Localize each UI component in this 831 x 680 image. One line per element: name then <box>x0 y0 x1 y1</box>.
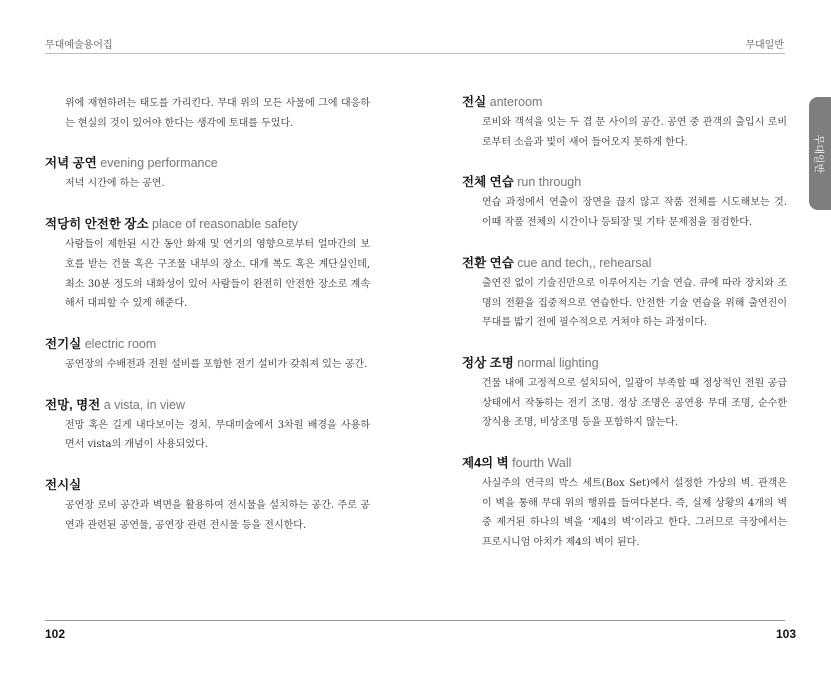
entry-definition: 저녁 시간에 하는 공연. <box>65 178 165 190</box>
term-english: place of reasonable safety <box>152 217 298 232</box>
entry-definition: 공연장 로비 공간과 벽면을 활용하여 전시물을 설치하는 공간. 주로 공연과 관련된 공연물, 공연장 관련 전시물 등을 전시한다. <box>65 500 370 531</box>
term-english: electric room <box>84 336 157 351</box>
term-korean: 전기실 <box>45 336 82 351</box>
term-korean: 제4의 벽 <box>462 456 509 471</box>
glossary-entry <box>462 94 787 152</box>
glossary-entry <box>462 455 787 553</box>
entry-term <box>45 336 370 352</box>
term-english: a vista, in view <box>103 397 186 412</box>
header-rule <box>45 53 785 54</box>
glossary-entry <box>462 174 787 232</box>
entry-definition: 건물 내에 고정적으로 설치되어, 일광이 부족할 때 정상적인 전원 공급 상태에서 작동하는 전기 조명. 정상 조명은 공연용 무대 조명, 순수한 장식용 조명, 비상조명 등을 포함하지 않는다. <box>482 377 787 429</box>
page-number-left: 102 <box>45 627 66 641</box>
term-korean: 전환 연습 <box>462 255 514 270</box>
left-column <box>45 94 370 557</box>
entry-definition: 로비와 객석을 잇는 두 겹 문 사이의 공간. 공연 중 관객의 출입시 로비로부터 소음과 빛이 새어 들어오지 못하게 한다. <box>482 117 787 148</box>
continuation-entry <box>45 94 370 133</box>
term-korean: 전체 연습 <box>462 175 514 190</box>
term-english: evening performance <box>100 156 218 171</box>
entry-term <box>462 455 787 471</box>
entry-term <box>462 94 787 110</box>
entry-term <box>45 477 370 493</box>
glossary-entry <box>45 397 370 455</box>
running-header-left: 무대예술용어집 <box>45 40 113 51</box>
term-korean: 적당히 안전한 장소 <box>45 217 149 232</box>
entry-term <box>45 397 370 413</box>
glossary-entry <box>45 336 370 375</box>
term-english: anteroom <box>489 95 543 109</box>
entry-term <box>462 355 787 371</box>
entry-definition: 연습 과정에서 연출이 장면을 끊지 않고 작품 전체를 시도해보는 것. 이때 작품 전체의 시간이나 등퇴장 및 기타 문제점을 점검한다. <box>482 197 787 229</box>
section-tab-label: 무대일반 <box>812 134 824 173</box>
entry-definition: 사람들이 제한된 시간 동안 화재 및 연기의 영향으로부터 얼마간의 보호를 받는 건물 혹은 구조물 내부의 장소. 대개 복도 혹은 계단실인데, 최소 30분 정도의 내화성이 있어 사람들이 완전히 안전한 장소로 계속해서 대피할 수 있게 해준다. <box>65 239 370 310</box>
term-english: cue and tech,, rehearsal <box>517 255 652 270</box>
glossary-entry <box>462 355 787 433</box>
entry-definition: 출연진 없이 기술진만으로 이루어지는 기술 연습. 큐에 따라 장치와 조명의 전환을 집중적으로 연습한다. 안전한 기술 연습을 위해 출연진이 무대를 밟기 전에 필수적으로 거쳐야 하는 과정이다. <box>482 277 787 329</box>
entry-definition: 공연장의 수배전과 전원 설비를 포함한 전기 설비가 갖춰져 있는 공간. <box>65 358 368 370</box>
footer-rule <box>45 620 785 621</box>
term-korean: 저녁 공연 <box>45 156 97 171</box>
term-english: fourth Wall <box>512 456 572 471</box>
entry-term <box>462 174 787 190</box>
entry-term <box>462 255 787 271</box>
glossary-entry <box>45 155 370 194</box>
term-english: run through <box>517 175 582 190</box>
term-korean: 전실 <box>462 95 487 109</box>
section-tab <box>809 97 831 210</box>
term-korean: 정상 조명 <box>462 355 514 370</box>
term-english: normal lighting <box>517 355 599 370</box>
entry-definition: 전망 혹은 길게 내다보이는 경치. 무대미술에서 3차원 배경을 사용하면서 vista의 개념이 사용되었다. <box>65 419 370 451</box>
term-korean: 전시실 <box>45 478 82 493</box>
entry-term <box>45 216 370 232</box>
entry-term <box>45 155 370 171</box>
glossary-entry <box>45 216 370 314</box>
glossary-entry <box>45 477 370 535</box>
continued-definition: 위에 재현하려는 태도를 가리킨다. 무대 위의 모든 사물에 그에 대응하는 현실의 것이 있어야 한다는 생각에 토대를 두었다. <box>65 98 370 129</box>
right-column <box>462 94 787 575</box>
running-header-right: 무대일반 <box>745 40 784 51</box>
page-number-right: 103 <box>775 627 796 641</box>
term-korean: 전망, 명전 <box>45 397 101 412</box>
entry-definition: 사실주의 연극의 박스 세트(Box Set)에서 설정한 가상의 벽. 관객은 이 벽을 통해 무대 위의 행위를 들여다본다. 즉, 실제 상황의 4개의 벽 중 제거된 하나의 벽을 ‘제4의 벽’이라고 한다. 그러므로 극장에서는 프로시니엄 아치가 제4의 벽이 된다. <box>482 478 787 549</box>
glossary-entry <box>462 255 787 333</box>
